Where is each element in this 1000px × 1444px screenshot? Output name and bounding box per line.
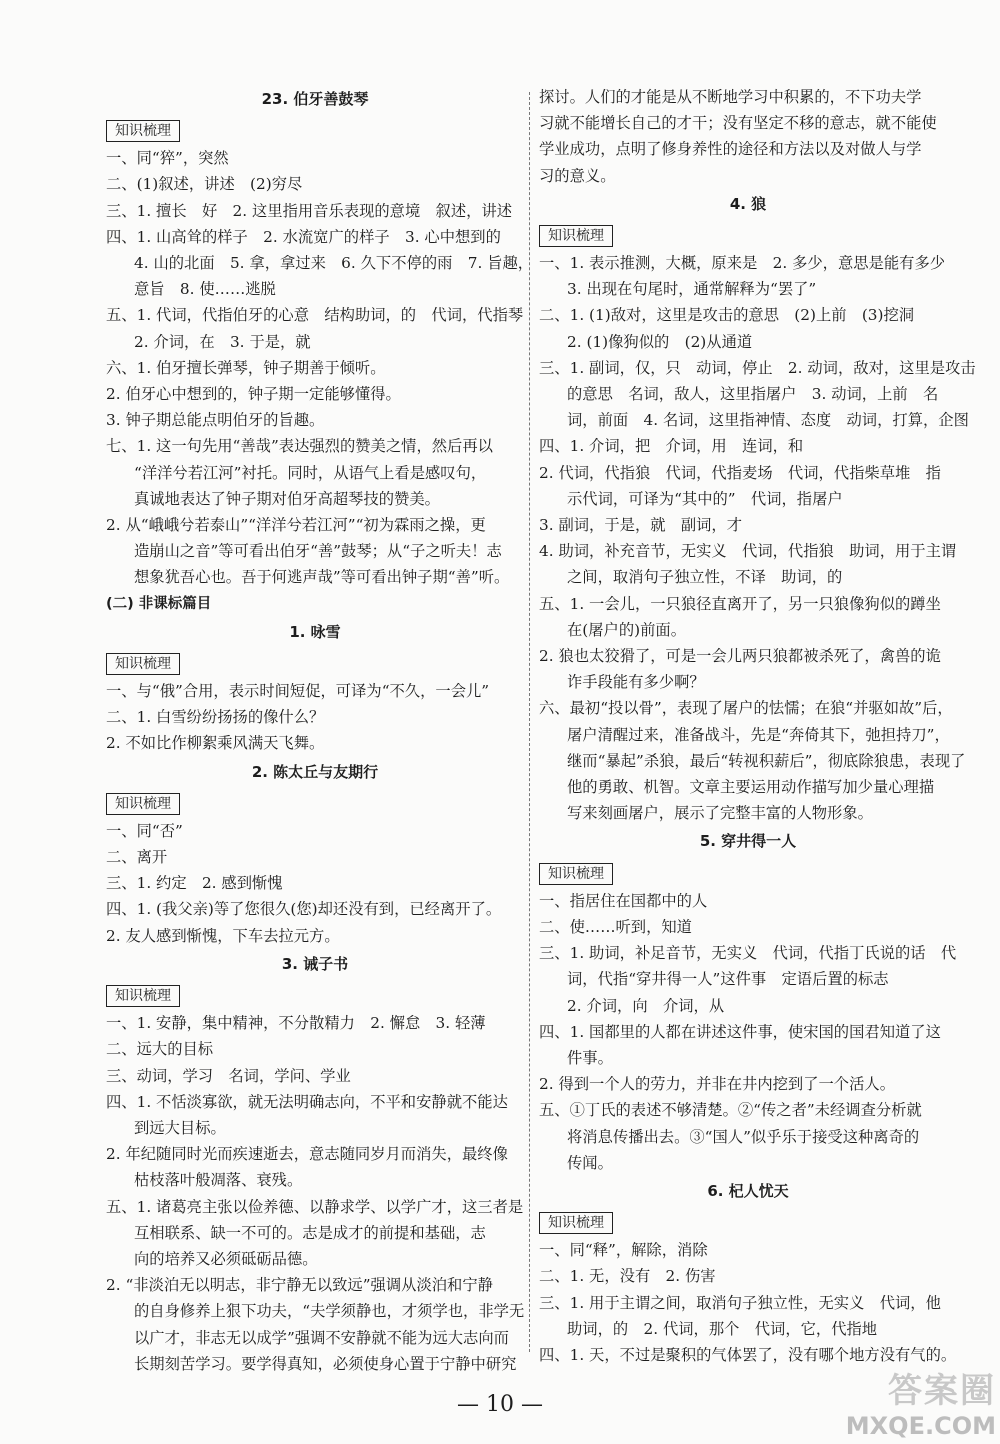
- answer-line: 六、最初“投以骨”，表现了屠户的怯懦；在狼“并驱如故”后，: [539, 699, 953, 718]
- knowledge-label: 知识梳理: [106, 120, 180, 142]
- section-chen-taiqiu: [106, 759, 524, 949]
- answer-line: 2. 伯牙心中想到的，钟子期一定能够懂得。: [106, 385, 401, 404]
- answer-line: 2. 从“峨峨兮若泰山”“洋洋兮若江河”“初为霖雨之操，更: [106, 516, 486, 535]
- answer-line: 一、同“猝”，突然: [106, 149, 229, 168]
- knowledge-label: 知识梳理: [539, 1212, 613, 1234]
- answer-line: 四、1. 不恬淡寡欲，就无法明确志向，不平和安静就不能达: [106, 1092, 508, 1111]
- answer-line: 4. 助词，补充音节，无实义 代词，代指狼 助词，用于主谓: [539, 542, 957, 561]
- answer-line: 四、1. 天，不过是聚积的气体罢了，没有哪个地方没有气的。: [539, 1345, 957, 1364]
- watermark-url: MXQE.COM: [845, 1412, 996, 1440]
- answer-line: 习就不能增长自己的才干；没有坚定不移的意志，就不能使: [539, 114, 937, 133]
- answer-line: 三、1. 用于主谓之间，取消句子独立性，无实义 代词，他: [539, 1293, 941, 1312]
- answer-line: 一、同“否”: [106, 821, 183, 840]
- right-column: [539, 84, 976, 1368]
- answer-line: 长期刻苦学习。要学得真知，必须使身心置于宁静中研究: [134, 1354, 517, 1373]
- section-title: 4. 狼: [729, 194, 767, 213]
- knowledge-label: 知识梳理: [106, 985, 180, 1007]
- section-chuan-jing: [539, 828, 957, 1175]
- section-yong-xue: [106, 619, 524, 757]
- section-title: 1. 咏雪: [289, 622, 341, 641]
- answer-line: 向的培养又必须砥砺品德。: [134, 1249, 318, 1268]
- answer-line: 五、1. 诸葛亮主张以俭养德、以静求学、以学广才，这三者是: [106, 1197, 524, 1216]
- answer-line: 之间，取消句子独立性，不译 助词，的: [567, 568, 843, 587]
- answer-line: 四、1. 国都里的人都在讲述这件事，使宋国的国君知道了这: [539, 1022, 941, 1041]
- answer-line: 写来刻画屠户，展示了完整丰富的人物形象。: [567, 804, 873, 823]
- answer-line: 三、1. 副词，仅，只 动词，停止 2. 动词，敌对，这里是攻击: [539, 358, 976, 377]
- knowledge-label: 知识梳理: [539, 863, 613, 885]
- answer-line: 3. 钟子期总能点明伯牙的旨趣。: [106, 411, 325, 430]
- answer-line: 2. 得到一个人的劳力，并非在井内挖到了一个活人。: [539, 1075, 895, 1094]
- answer-line: 的意思 名词，敌人，这里指屠户 3. 动词，上前 名: [567, 385, 939, 404]
- answer-line: 件事。: [567, 1048, 613, 1067]
- answer-line: 一、同“释”，解除，消除: [539, 1241, 708, 1260]
- answer-line: 2. 介词，向 介词，从: [567, 996, 725, 1015]
- answer-line: 二、使……听到，知道: [539, 917, 692, 936]
- answer-line: 继而“暴起”杀狼，最后“转视积薪后”，彻底除狼患，表现了: [567, 751, 966, 770]
- knowledge-label: 知识梳理: [106, 793, 180, 815]
- section-jie-zi-shu: [106, 951, 524, 1377]
- answer-line: 2. 年纪随同时光而疾速逝去，意志随同岁月而消失，最终像: [106, 1145, 508, 1164]
- knowledge-label: 知识梳理: [539, 225, 613, 247]
- answer-line: 到远大目标。: [134, 1118, 226, 1137]
- answer-line: 真诚地表达了钟子期对伯牙高超琴技的赞美。: [134, 489, 440, 508]
- section-continued: [539, 84, 957, 189]
- answer-line: 3. 出现在句尾时，通常解释为“罢了”: [567, 280, 817, 299]
- answer-line: 六、1. 伯牙擅长弹琴，钟子期善于倾听。: [106, 358, 386, 377]
- answer-line: 将消息传播出去。③“国人”似乎乐于接受这种离奇的: [567, 1127, 920, 1146]
- answer-line: 诈手段能有多少啊？: [567, 673, 705, 692]
- answer-line: 三、1. 擅长 好 2. 这里指用音乐表现的意境 叙述，讲述: [106, 201, 513, 220]
- answer-line: 在(屠户的)前面。: [567, 620, 687, 639]
- answer-line: 2. 狼也太狡猾了，可是一会儿两只狼都被杀死了，禽兽的诡: [539, 647, 941, 666]
- section-bo-ya: [106, 86, 534, 591]
- answer-line: 词，前面 4. 名词，这里指神情、态度 动词，打算，企图: [567, 411, 969, 430]
- answer-line: 以广才，非志无以成学”强调不安静就不能为远大志向而: [134, 1328, 509, 1347]
- answer-line: 意旨 8. 使……逃脱: [134, 280, 276, 299]
- answer-line: 互相联系、缺一不可的。志是成才的前提和基础，志: [134, 1223, 486, 1242]
- answer-line: 造崩山之音”等可看出伯牙“善”鼓琴；从“子之听夫！志: [134, 542, 502, 561]
- answer-line: 五、1. 代词，代指伯牙的心意 结构助词，的 代词，代指琴: [106, 306, 524, 325]
- answer-line: 2. 不如比作柳絮乘风满天飞舞。: [106, 734, 325, 753]
- section-title: 5. 穿井得一人: [699, 832, 797, 851]
- column-divider: [529, 92, 530, 1352]
- answer-line: 2. 友人感到惭愧，下车去拉元方。: [106, 926, 340, 945]
- answer-line: 2. “非淡泊无以明志，非宁静无以致远”强调从淡泊和宁静: [106, 1276, 493, 1295]
- answer-line: 二、远大的目标: [106, 1040, 214, 1059]
- answer-line: 一、1. 表示推测，大概，原来是 2. 多少，意思是能有多少: [539, 254, 946, 273]
- answer-line: 七、1. 这一句先用“善哉”表达强烈的赞美之情，然后再以: [106, 437, 493, 456]
- answer-line: 三、动词，学习 名词，学问、学业: [106, 1066, 351, 1085]
- answer-line: 屠户清醒过来，准备战斗，先是“奔倚其下，弛担持刀”，: [567, 725, 950, 744]
- answer-line: 助词，的 2. 代词，那个 代词，它，代指地: [567, 1319, 878, 1338]
- answer-line: 示代词，可译为“其中的” 代词，指屠户: [567, 489, 843, 508]
- answer-line: 四、1. 介词，把 介词，用 连词，和: [539, 437, 804, 456]
- answer-line: 2. (1)像狗似的 (2)从通道: [567, 332, 753, 351]
- answer-line: 词，代指“穿井得一人”这件事 定语后置的标志: [567, 970, 889, 989]
- answer-line: 三、1. 助词，补足音节，无实义 代词，代指丁氏说的话 代: [539, 944, 957, 963]
- answer-line: 二、1. 白雪纷纷扬扬的像什么？: [106, 708, 325, 727]
- answer-line: 他的勇敢、机智。文章主要运用动作描写加少量心理描: [567, 778, 935, 797]
- answer-line: 4. 山的北面 5. 拿，拿过来 6. 久下不停的雨 7. 旨趣，: [134, 254, 534, 273]
- watermark: [846, 1363, 996, 1440]
- page-number: — 10 —: [457, 1392, 543, 1417]
- answer-line: 一、与“俄”合用，表示时间短促，可译为“不久，一会儿”: [106, 682, 490, 701]
- answer-line: 三、1. 约定 2. 感到惭愧: [106, 874, 283, 893]
- answer-line: 3. 副词，于是，就 副词，才: [539, 516, 743, 535]
- answer-line: 五、1. 一会儿，一只狼径直离开了，另一只狼像狗似的蹲坐: [539, 594, 941, 613]
- answer-line: 习的意义。: [539, 166, 616, 185]
- answer-line: 探讨。人们的才能是从不断地学习中积累的，不下功夫学: [539, 88, 922, 106]
- answer-line: “洋洋兮若江河”衬托。同时，从语气上看是感叹句，: [134, 463, 487, 482]
- section-title: 2. 陈太丘与友期行: [251, 762, 379, 781]
- answer-line: 一、1. 安静，集中精神，不分散精力 2. 懈怠 3. 轻薄: [106, 1014, 486, 1033]
- answer-line: 二、1. 无，没有 2. 伤害: [539, 1267, 716, 1286]
- answer-line: 二、离开: [106, 848, 168, 867]
- left-column: [106, 84, 534, 1377]
- knowledge-label: 知识梳理: [106, 653, 180, 675]
- part-heading: (二) 非课标篇目: [106, 595, 212, 612]
- answer-line: 一、指居住在国都中的人: [539, 891, 708, 910]
- answer-line: 想象犹吾心也。吾于何逃声哉”等可看出钟子期“善”听。: [134, 568, 510, 587]
- answer-line: 二、(1)叙述，讲述 (2)穷尽: [106, 175, 303, 194]
- answer-line: 枯枝落叶般凋落、衰残。: [134, 1171, 303, 1190]
- section-title: 6. 杞人忧天: [707, 1181, 789, 1200]
- section-lang: [539, 191, 976, 827]
- section-title: 23. 伯牙善鼓琴: [261, 90, 369, 108]
- answer-line: 传闻。: [567, 1153, 613, 1172]
- answer-line: 二、1. (1)敌对，这里是攻击的意思 (2)上前 (3)挖洞: [539, 306, 915, 325]
- answer-line: 2. 介词，在 3. 于是，就: [134, 332, 311, 351]
- answer-line: 四、1. (我父亲)等了您很久(您)却还没有到，已经离开了。: [106, 900, 502, 919]
- section-title: 3. 诫子书: [281, 954, 349, 973]
- section-qi-ren: [539, 1178, 957, 1368]
- answer-line: 2. 代词，代指狼 代词，代指麦场 代词，代指柴草堆 指: [539, 463, 941, 482]
- watermark-logo: 答案圈: [888, 1371, 996, 1411]
- answer-line: 学业成功，点明了修身养性的途径和方法以及对做人与学: [539, 140, 922, 159]
- answer-line: 五、①丁氏的表述不够清楚。②“传之者”未经调查分析就: [539, 1101, 922, 1120]
- answer-line: 四、1. 山高耸的样子 2. 水流宽广的样子 3. 心中想到的: [106, 227, 501, 246]
- answer-line: 的自身修养上狠下功夫，“夫学须静也，才须学也，非学无: [134, 1302, 525, 1321]
